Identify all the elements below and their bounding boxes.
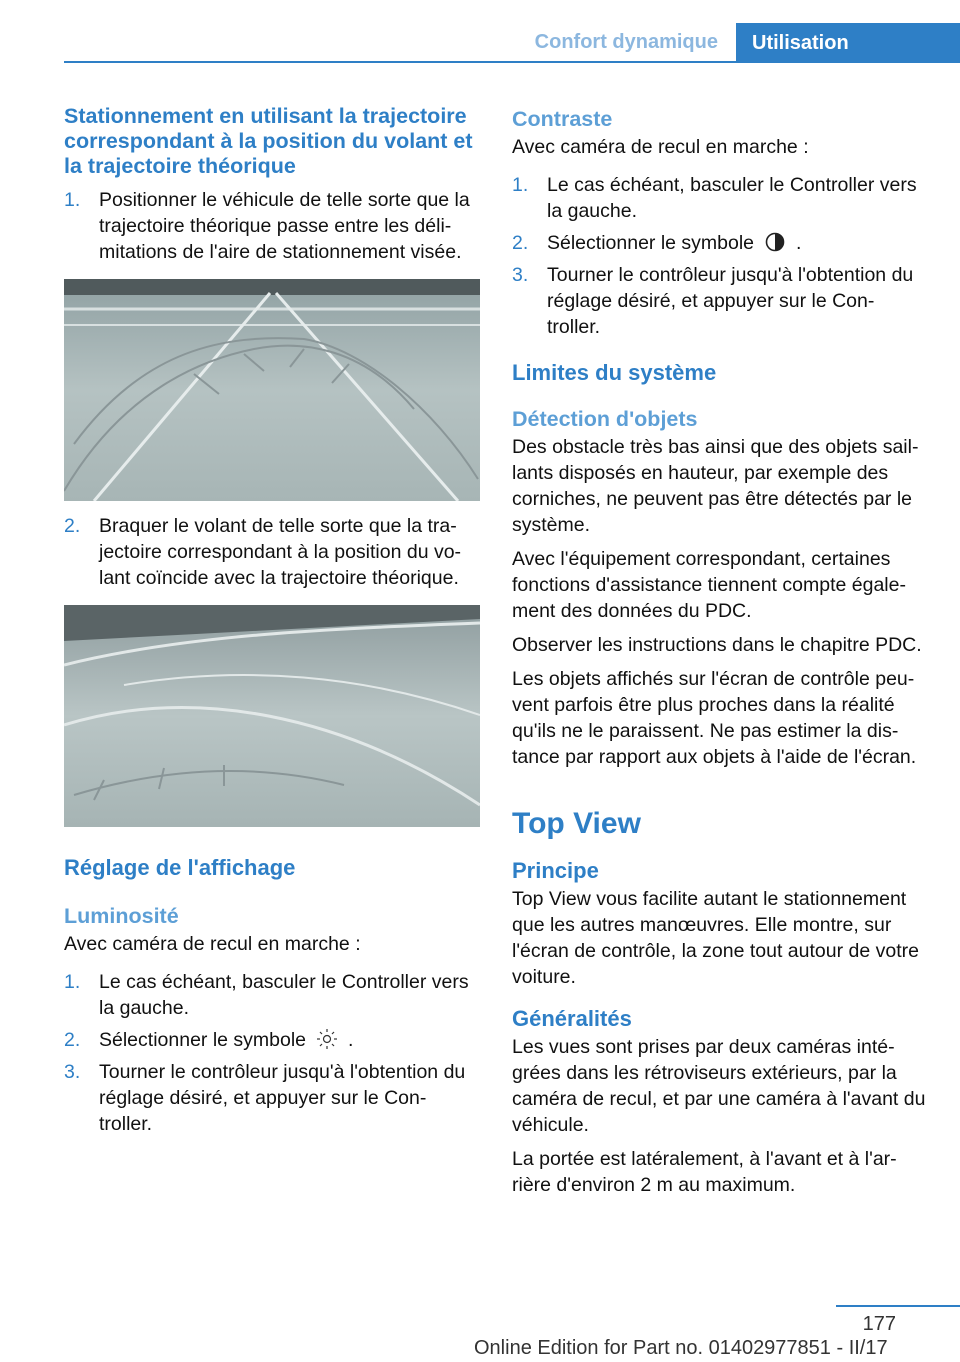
edition-note: Online Edition for Part no. 01402977851 - II/17	[474, 1337, 888, 1359]
principle-text: Top View vous facilite autant le stationnement que les autres manœuvres. Elle montre, sur l'écran de contrôle, la zone tout autour de votre voiture.	[512, 888, 919, 988]
top-view-title: Top View	[512, 807, 641, 840]
header-rule	[64, 61, 960, 63]
left-column	[64, 104, 482, 1151]
contrast-intro: Avec caméra de recul en marche :	[512, 136, 809, 158]
object-detection-title: Détection d'objets	[512, 407, 698, 431]
parking-steps-2	[64, 513, 482, 591]
list-item: 2. Sélectionner le symbole .	[512, 232, 802, 254]
list-item: 1. Le cas échéant, basculer le Controller vers la gauche.	[512, 174, 917, 222]
list-item: 2. Sélectionner le symbole .	[64, 1029, 354, 1051]
detection-paragraph-4: Les objets affichés sur l'écran de contrôle peu- vent parfois être plus proches dans la réalité qu'ils ne le paraissent. Ne pas estimer la dis- tance par rapport aux objets à l'aide de l'écran.	[512, 668, 917, 768]
header-chapter-tab: Utilisation	[736, 23, 960, 63]
camera-image-target-trajectory	[64, 279, 480, 501]
contrast-title: Contraste	[512, 107, 613, 131]
page-number: 177	[862, 1313, 896, 1335]
list-item: 1. Positionner le véhicule de telle sorte que la trajectoire théorique passe entre les déli- mitations de l'aire de stationnement visée.	[64, 189, 470, 263]
sun-brightness-icon	[316, 1028, 338, 1050]
detection-paragraph-1: Des obstacle très bas ainsi que des objets sail- lants disposés en hauteur, par exemple des corniches, ne peuvent pas être détectés par le système.	[512, 436, 919, 536]
display-settings-title: Réglage de l'affichage	[64, 855, 296, 880]
contrast-steps	[512, 172, 930, 340]
detection-paragraph-3: Observer les instructions dans le chapitre PDC.	[512, 634, 922, 656]
principle-title: Principe	[512, 858, 599, 883]
camera-image-aligned-trajectory	[64, 605, 480, 827]
list-item: 1. Le cas échéant, basculer le Controller vers la gauche.	[64, 971, 469, 1019]
parking-heading: Stationnement en utilisant la trajectoire correspondant à la position du volant et la trajectoire théorique	[64, 104, 473, 178]
general-paragraph-1: Les vues sont prises par deux caméras inté- grées dans les rétroviseurs extérieurs, par la caméra de recul, et par une caméra à l'avant du véhicule.	[512, 1036, 926, 1136]
header-section-tab: Confort dynamique	[534, 31, 718, 53]
footer-rule	[836, 1305, 960, 1307]
detection-paragraph-2: Avec l'équipement correspondant, certaines fonctions d'assistance tiennent compte égale- ment des données du PDC.	[512, 548, 906, 622]
list-item: 2. Braquer le volant de telle sorte que la tra- jectoire correspondant à la position du vo- lant coïncide avec la trajectoire théorique.	[64, 515, 462, 589]
contrast-icon	[764, 231, 786, 253]
system-limits-title: Limites du système	[512, 360, 717, 385]
brightness-steps	[64, 969, 482, 1137]
general-paragraph-2: La portée est latéralement, à l'avant et à l'ar- rière d'environ 2 m au maximum.	[512, 1148, 897, 1196]
general-title: Généralités	[512, 1006, 632, 1031]
list-item: 3. Tourner le contrôleur jusqu'à l'obtention du réglage désiré, et appuyer sur le Con- troller.	[64, 1061, 466, 1135]
right-column	[512, 104, 930, 1206]
parking-steps-1	[64, 187, 482, 265]
list-item: 3. Tourner le contrôleur jusqu'à l'obtention du réglage désiré, et appuyer sur le Con- troller.	[512, 264, 914, 338]
brightness-title: Luminosité	[64, 904, 179, 928]
brightness-intro: Avec caméra de recul en marche :	[64, 933, 361, 955]
